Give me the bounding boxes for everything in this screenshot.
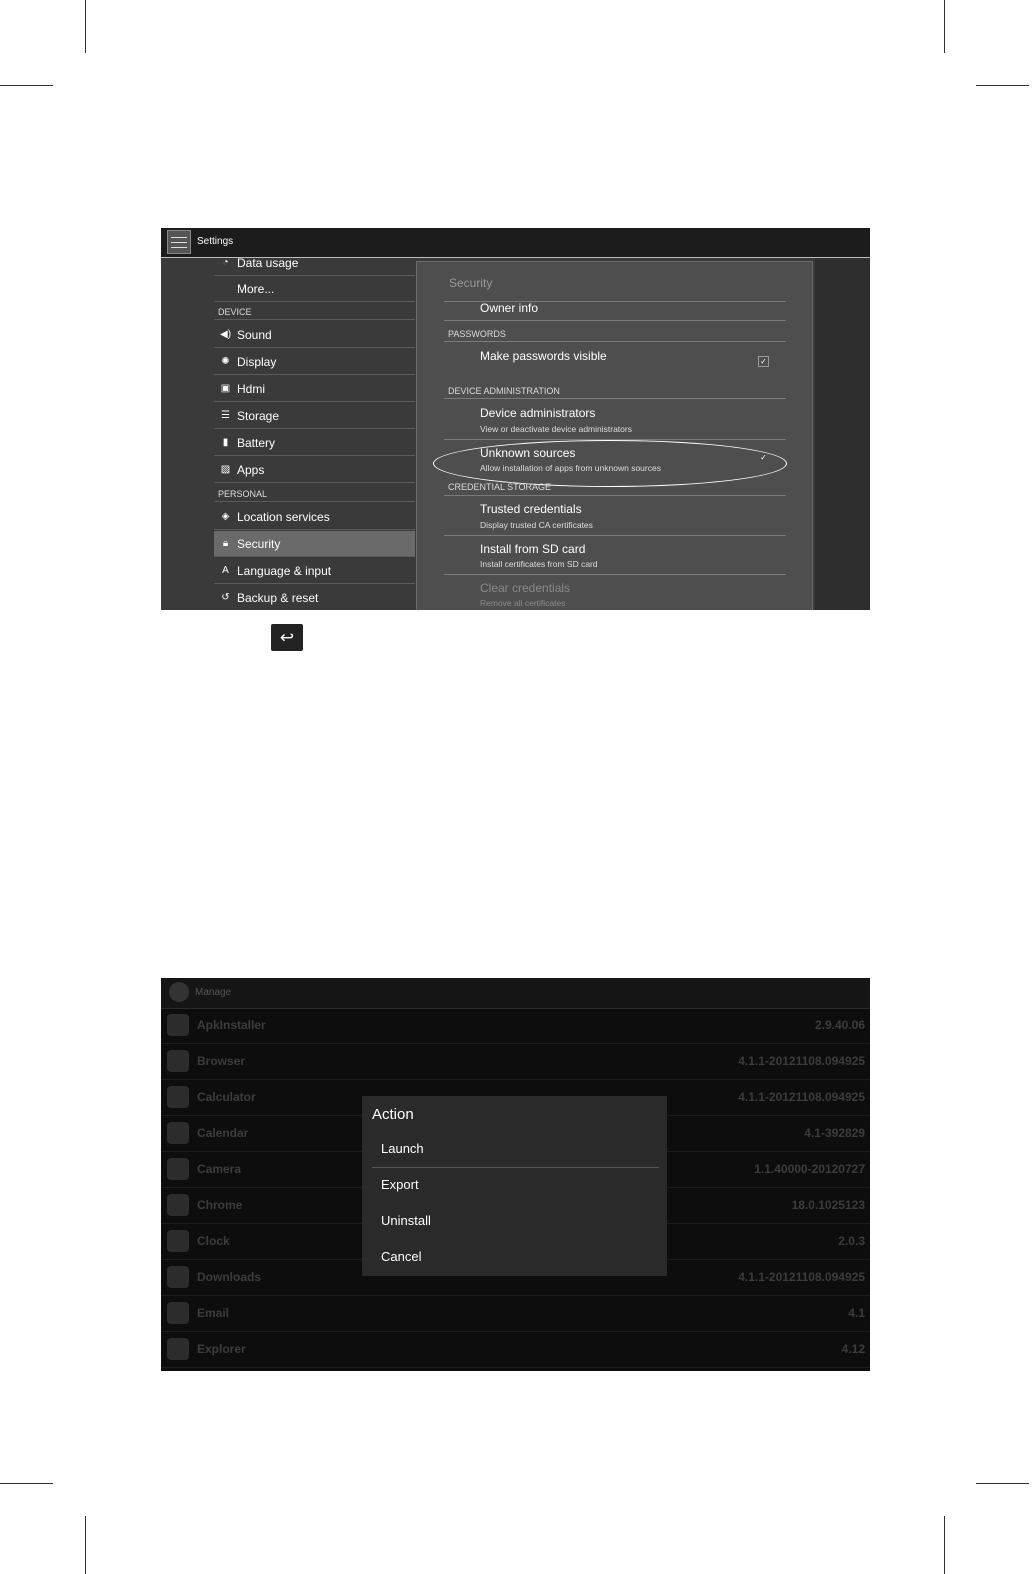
hdmi-icon: ▣ xyxy=(220,383,231,394)
menu-item-label: Uninstall xyxy=(381,1213,431,1228)
app-version: 4.12 xyxy=(841,1342,865,1356)
side-margin xyxy=(815,258,870,610)
pref-title: Install from SD card xyxy=(480,542,586,556)
manage-header xyxy=(161,978,870,1009)
app-icon xyxy=(167,1302,189,1324)
menu-item-label: Launch xyxy=(381,1141,424,1156)
pref-owner-info[interactable] xyxy=(444,301,786,321)
pref-make-passwords-visible[interactable] xyxy=(444,341,786,381)
app-name: Explorer xyxy=(197,1342,246,1356)
nav-item-apps[interactable] xyxy=(214,457,415,483)
highlight-oval xyxy=(433,440,787,487)
app-name: Downloads xyxy=(197,1270,262,1284)
divider xyxy=(214,501,415,502)
category-device-administration: DEVICE ADMINISTRATION xyxy=(448,386,560,396)
app-icon xyxy=(167,1014,189,1036)
pref-title: Unknown sources xyxy=(480,446,576,460)
nav-item-label: Language & input xyxy=(237,564,332,578)
menu-item-label: Cancel xyxy=(381,1249,422,1264)
app-name: Chrome xyxy=(197,1198,243,1212)
pref-title: Device administrators xyxy=(480,406,596,420)
display-icon: ✺ xyxy=(221,356,230,367)
uninstall-button[interactable] xyxy=(362,1204,667,1240)
data-usage-icon: ◔ xyxy=(222,257,229,268)
settings-icon[interactable] xyxy=(167,230,191,254)
app-version: 4.1.1-20121108.094925 xyxy=(738,1090,865,1104)
pref-summary: Remove all certificates xyxy=(480,598,566,608)
nav-item-storage[interactable] xyxy=(214,403,415,429)
nav-item-label: Data usage xyxy=(237,256,299,270)
nav-item-label: Security xyxy=(237,537,281,551)
nav-item-language-input[interactable] xyxy=(214,558,415,584)
app-row[interactable] xyxy=(161,1044,870,1080)
app-name: ApkInstaller xyxy=(197,1018,266,1032)
action-dialog xyxy=(362,1096,667,1276)
back-icon[interactable]: ↩ xyxy=(271,624,303,651)
nav-item-label: Backup & reset xyxy=(237,591,319,605)
nav-item-label: Location services xyxy=(237,510,330,524)
pref-trusted-credentials[interactable] xyxy=(444,495,786,535)
pref-summary: Install certificates from SD card xyxy=(480,559,598,569)
nav-item-label: Hdmi xyxy=(237,382,266,396)
app-version: 4.1-392829 xyxy=(804,1126,865,1140)
pref-summary: Allow installation of apps from unknown sources xyxy=(480,463,661,473)
nav-item-battery[interactable] xyxy=(214,430,415,456)
header-title: Manage xyxy=(195,987,232,998)
language-icon: A xyxy=(222,565,229,576)
app-name: Clock xyxy=(197,1234,230,1248)
pref-summary: Display trusted CA certificates xyxy=(480,520,593,530)
category-credential-storage: CREDENTIAL STORAGE xyxy=(448,482,552,492)
divider xyxy=(214,319,415,320)
crop-mark xyxy=(944,1516,945,1574)
nav-item-label: Battery xyxy=(237,436,276,450)
panel-title: Security xyxy=(449,276,493,290)
manage-icon xyxy=(169,982,189,1002)
app-row[interactable] xyxy=(161,1332,870,1368)
app-icon xyxy=(167,1158,189,1180)
app-name: Email xyxy=(197,1306,230,1320)
crop-mark xyxy=(85,1516,86,1574)
battery-icon: ▮ xyxy=(222,437,229,448)
app-version: 4.1.1-20121108.094925 xyxy=(738,1270,865,1284)
app-name: Calculator xyxy=(197,1090,256,1104)
pref-install-from-sd-card[interactable] xyxy=(444,535,786,575)
app-icon xyxy=(167,1086,189,1108)
app-version: 2.0.3 xyxy=(838,1234,865,1248)
app-version: 4.1.1-20121108.094925 xyxy=(738,1054,865,1068)
app-icon xyxy=(167,1338,189,1360)
crop-mark xyxy=(976,1483,1029,1484)
nav-item-data-usage[interactable] xyxy=(214,250,415,276)
launch-button[interactable] xyxy=(372,1132,659,1168)
nav-item-more[interactable] xyxy=(214,276,415,302)
checkbox[interactable]: ✓ xyxy=(758,356,769,367)
app-name: Browser xyxy=(197,1054,246,1068)
pref-device-administrators[interactable] xyxy=(444,398,786,438)
app-version: 2.9.40.06 xyxy=(814,1018,865,1032)
pref-title: Trusted credentials xyxy=(480,502,582,516)
crop-mark xyxy=(944,0,945,53)
app-name: Camera xyxy=(197,1162,242,1176)
crop-mark xyxy=(85,0,86,53)
export-button[interactable] xyxy=(362,1168,667,1204)
sound-icon: ◀) xyxy=(220,329,232,340)
app-row[interactable] xyxy=(161,1008,870,1044)
nav-item-label: More... xyxy=(237,282,275,296)
nav-header-device: DEVICE xyxy=(218,307,252,317)
nav-item-location-services[interactable] xyxy=(214,504,415,530)
app-row[interactable] xyxy=(161,1296,870,1332)
nav-item-display[interactable] xyxy=(214,349,415,375)
apps-icon: ▨ xyxy=(220,464,231,475)
menu-item-label: Export xyxy=(381,1177,419,1192)
nav-item-label: Apps xyxy=(237,463,265,477)
pref-title: Owner info xyxy=(480,301,539,315)
crop-mark xyxy=(0,1483,53,1484)
nav-item-label: Storage xyxy=(237,409,280,423)
checkbox[interactable]: ✓ xyxy=(760,453,767,462)
app-icon xyxy=(167,1194,189,1216)
dialog-title: Action xyxy=(372,1106,414,1123)
security-panel xyxy=(416,261,813,610)
app-version: 4.1 xyxy=(848,1306,865,1320)
crop-mark xyxy=(0,85,53,86)
pref-clear-credentials xyxy=(444,574,786,610)
app-icon xyxy=(167,1230,189,1252)
lock-icon: 🔒︎ xyxy=(222,538,229,549)
nav-item-label: Display xyxy=(237,355,277,369)
nav-item-label: Sound xyxy=(237,328,272,342)
app-icon xyxy=(167,1122,189,1144)
nav-item-backup-reset[interactable] xyxy=(214,585,415,610)
app-version: 18.0.1025123 xyxy=(791,1198,865,1212)
settings-screenshot xyxy=(161,228,870,610)
cancel-button[interactable] xyxy=(362,1240,667,1276)
crop-mark xyxy=(976,85,1029,86)
category-passwords: PASSWORDS xyxy=(448,329,506,339)
app-icon xyxy=(167,1050,189,1072)
pref-title: Make passwords visible xyxy=(480,349,607,363)
app-version: 1.1.40000-20120727 xyxy=(754,1162,865,1176)
backup-icon: ↺ xyxy=(221,592,230,603)
settings-nav xyxy=(161,258,415,610)
location-icon: ◈ xyxy=(221,511,230,522)
nav-header-personal: PERSONAL xyxy=(218,489,268,499)
divider xyxy=(444,320,786,321)
app-icon xyxy=(167,1266,189,1288)
nav-item-hdmi[interactable] xyxy=(214,376,415,402)
app-name: Calendar xyxy=(197,1126,249,1140)
nav-item-sound[interactable] xyxy=(214,322,415,348)
nav-item-security[interactable] xyxy=(214,531,415,557)
pref-title: Clear credentials xyxy=(480,581,571,595)
app-title: Settings xyxy=(197,236,234,247)
pref-summary: View or deactivate device administrators xyxy=(480,424,632,434)
app-manager-screenshot xyxy=(161,978,870,1371)
storage-icon: ☰ xyxy=(221,410,230,421)
